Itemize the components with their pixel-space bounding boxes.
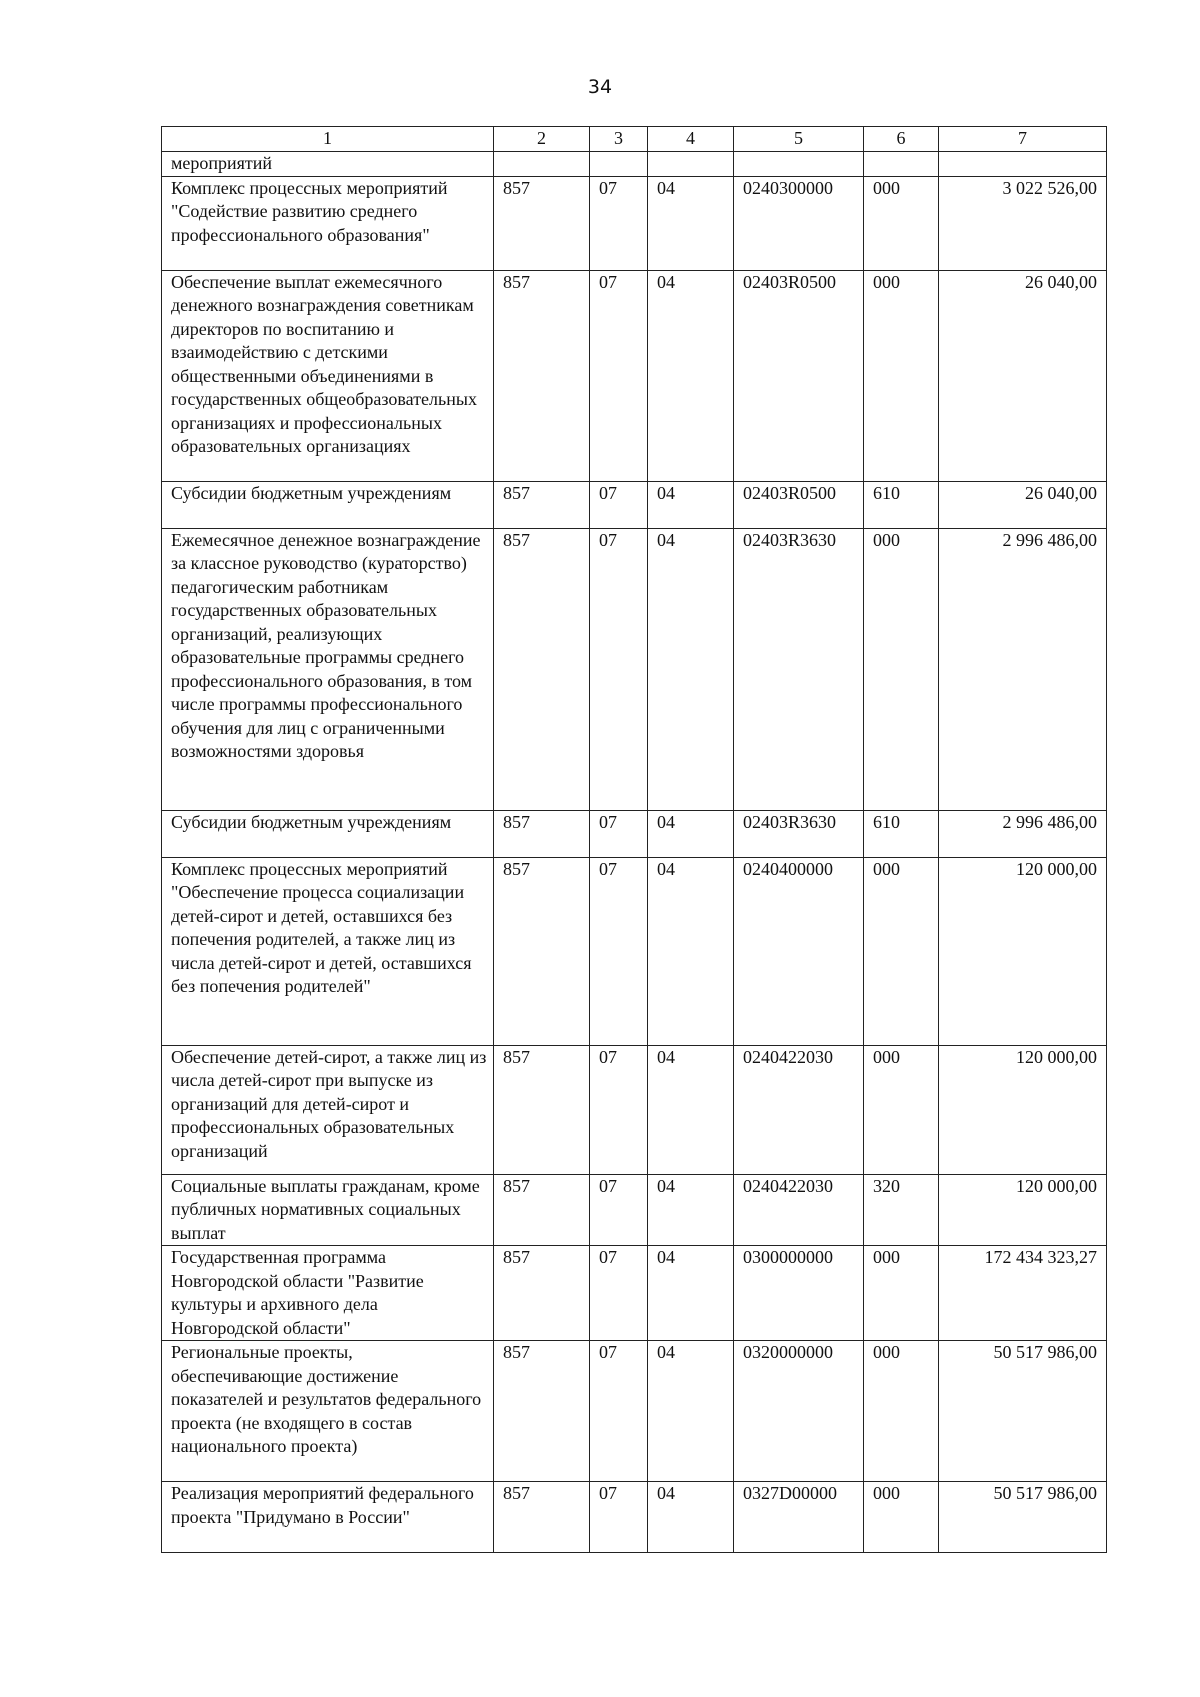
row-rz: 07 [590, 1174, 648, 1246]
row-vr: 610 [864, 481, 939, 528]
table-row [162, 1482, 1107, 1553]
row-name: Социальные выплаты гражданам, кроме публичных нормативных социальных выплат [162, 1174, 494, 1246]
row-pr: 04 [648, 528, 734, 810]
row-name: Субсидии бюджетным учреждениям [162, 481, 494, 528]
row-vr: 000 [864, 1482, 939, 1553]
row-name: Обеспечение детей-сирот, а также лиц из числа детей-сирот при выпуске из организаций для детей-сирот и профессиональных образовательных организаций [162, 1045, 494, 1174]
table-row [162, 176, 1107, 270]
table-row [162, 1341, 1107, 1482]
row-gr: 857 [494, 481, 590, 528]
row-amount: 120 000,00 [939, 857, 1107, 1045]
table-row [162, 528, 1107, 810]
row-pr: 04 [648, 1341, 734, 1482]
row-csr: 0240422030 [734, 1174, 864, 1246]
row-amount: 26 040,00 [939, 481, 1107, 528]
header-cell: 2 [494, 127, 590, 152]
row-name: Ежемесячное денежное вознаграждение за классное руководство (кураторство) педагогическим работникам государственных образовательных организаций, реализующих образовательные программы среднего профессионального образования, в том числе программы профессионального обучения для лиц с ограниченными возможностями здоровья [162, 528, 494, 810]
header-cell: 6 [864, 127, 939, 152]
row-csr: 0327D00000 [734, 1482, 864, 1553]
table-header-row [162, 127, 1107, 152]
row-gr: 857 [494, 1246, 590, 1341]
row-rz: 07 [590, 1341, 648, 1482]
table-row [162, 1246, 1107, 1341]
row-pr [648, 152, 734, 177]
row-amount: 2 996 486,00 [939, 810, 1107, 857]
row-amount: 26 040,00 [939, 270, 1107, 481]
row-gr: 857 [494, 1341, 590, 1482]
row-pr: 04 [648, 1174, 734, 1246]
row-csr: 02403R0500 [734, 270, 864, 481]
row-rz: 07 [590, 528, 648, 810]
row-vr [864, 152, 939, 177]
row-rz: 07 [590, 481, 648, 528]
row-pr: 04 [648, 481, 734, 528]
row-rz [590, 152, 648, 177]
header-cell: 5 [734, 127, 864, 152]
row-amount: 120 000,00 [939, 1045, 1107, 1174]
row-vr: 000 [864, 1045, 939, 1174]
row-name: Субсидии бюджетным учреждениям [162, 810, 494, 857]
table-row [162, 810, 1107, 857]
row-csr: 02403R3630 [734, 528, 864, 810]
header-cell: 3 [590, 127, 648, 152]
row-rz: 07 [590, 1045, 648, 1174]
row-amount [939, 152, 1107, 177]
row-pr: 04 [648, 1482, 734, 1553]
row-csr: 0300000000 [734, 1246, 864, 1341]
row-csr: 0240300000 [734, 176, 864, 270]
row-amount: 120 000,00 [939, 1174, 1107, 1246]
row-gr: 857 [494, 176, 590, 270]
row-gr: 857 [494, 1045, 590, 1174]
row-amount: 3 022 526,00 [939, 176, 1107, 270]
row-gr: 857 [494, 857, 590, 1045]
row-vr: 000 [864, 1246, 939, 1341]
row-name: Комплекс процессных мероприятий "Обеспечение процесса социализации детей-сирот и детей, оставшихся без попечения родителей, а также лиц из числа детей-сирот и детей, оставшихся без попечения родителей" [162, 857, 494, 1045]
row-amount: 50 517 986,00 [939, 1482, 1107, 1553]
row-csr: 0320000000 [734, 1341, 864, 1482]
row-name: Обеспечение выплат ежемесячного денежного вознаграждения советникам директоров по воспитанию и взаимодействию с детскими общественными объединениями в государственных общеобразовательных организациях и профессиональных образовательных организациях [162, 270, 494, 481]
row-csr: 0240422030 [734, 1045, 864, 1174]
table-row [162, 857, 1107, 1045]
row-csr: 0240400000 [734, 857, 864, 1045]
row-rz: 07 [590, 1482, 648, 1553]
row-gr: 857 [494, 810, 590, 857]
row-gr: 857 [494, 1482, 590, 1553]
row-pr: 04 [648, 810, 734, 857]
row-pr: 04 [648, 270, 734, 481]
row-name: Реализация мероприятий федерального проекта "Придумано в России" [162, 1482, 494, 1553]
table-row [162, 1174, 1107, 1246]
row-vr: 000 [864, 528, 939, 810]
row-rz: 07 [590, 810, 648, 857]
row-pr: 04 [648, 1045, 734, 1174]
row-name: Региональные проекты, обеспечивающие достижение показателей и результатов федерального проекта (не входящего в состав национального проекта) [162, 1341, 494, 1482]
row-name: Комплекс процессных мероприятий "Содействие развитию среднего профессионального образования" [162, 176, 494, 270]
row-rz: 07 [590, 1246, 648, 1341]
row-gr: 857 [494, 270, 590, 481]
row-vr: 000 [864, 857, 939, 1045]
row-name: мероприятий [162, 152, 494, 177]
page-number: 34 [587, 76, 613, 98]
row-csr: 02403R0500 [734, 481, 864, 528]
row-vr: 000 [864, 1341, 939, 1482]
row-pr: 04 [648, 176, 734, 270]
row-name: Государственная программа Новгородской области "Развитие культуры и архивного дела Новгородской области" [162, 1246, 494, 1341]
row-pr: 04 [648, 857, 734, 1045]
header-cell: 1 [162, 127, 494, 152]
row-amount: 50 517 986,00 [939, 1341, 1107, 1482]
table-row [162, 1045, 1107, 1174]
row-rz: 07 [590, 857, 648, 1045]
row-vr: 000 [864, 176, 939, 270]
row-csr [734, 152, 864, 177]
table-row [162, 152, 1107, 177]
budget-table [161, 126, 1107, 1553]
row-pr: 04 [648, 1246, 734, 1341]
row-vr: 320 [864, 1174, 939, 1246]
row-gr: 857 [494, 528, 590, 810]
header-cell: 7 [939, 127, 1107, 152]
row-csr: 02403R3630 [734, 810, 864, 857]
table-row [162, 270, 1107, 481]
table-row [162, 481, 1107, 528]
row-amount: 2 996 486,00 [939, 528, 1107, 810]
row-vr: 000 [864, 270, 939, 481]
header-cell: 4 [648, 127, 734, 152]
row-rz: 07 [590, 176, 648, 270]
row-rz: 07 [590, 270, 648, 481]
row-gr: 857 [494, 1174, 590, 1246]
row-vr: 610 [864, 810, 939, 857]
row-gr [494, 152, 590, 177]
row-amount: 172 434 323,27 [939, 1246, 1107, 1341]
